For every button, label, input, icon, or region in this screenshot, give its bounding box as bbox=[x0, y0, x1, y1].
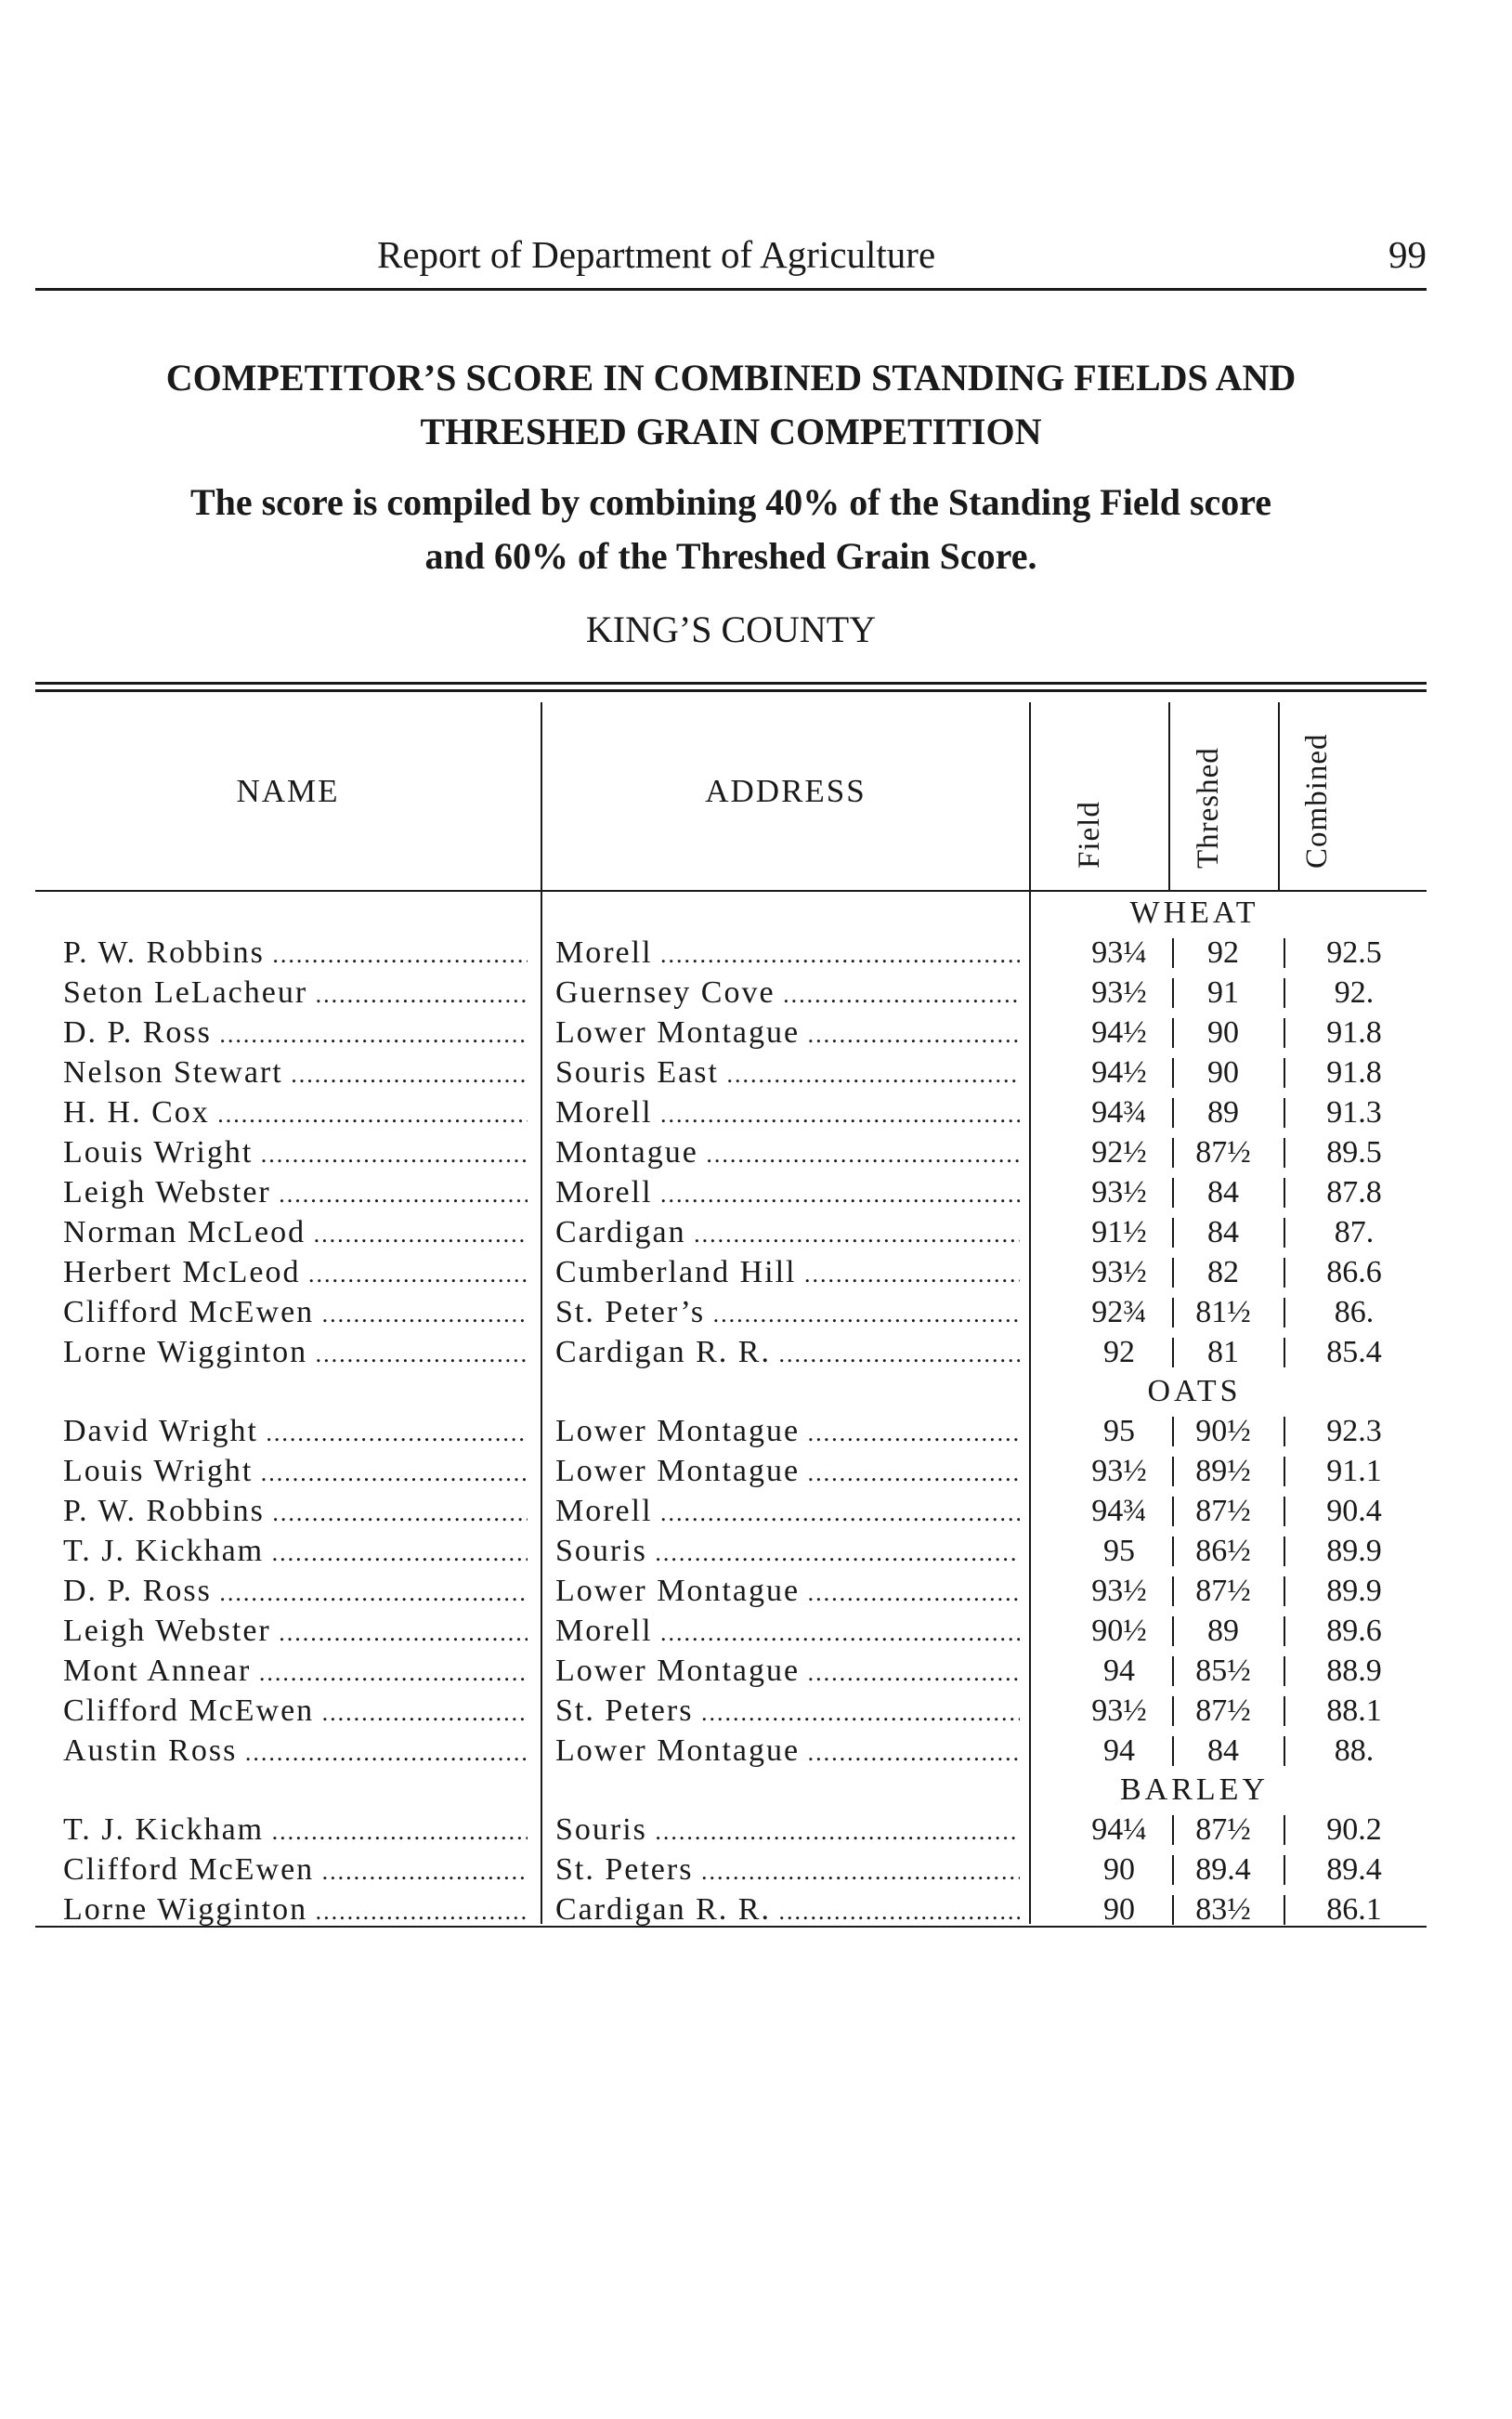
competitor-address: Montague ..... bbox=[555, 1132, 1020, 1174]
field-score: 93½ bbox=[1091, 1175, 1147, 1210]
competitor-address: Guernsey Cove ..... bbox=[555, 973, 1020, 1014]
cell-divider bbox=[1172, 1338, 1174, 1367]
combined-score: 91.8 bbox=[1326, 1015, 1382, 1050]
county-heading: KING’S COUNTY bbox=[585, 608, 877, 650]
cell-divider bbox=[1172, 1895, 1174, 1925]
competitor-name: Clifford McEwen ..... bbox=[63, 1850, 528, 1891]
field-score: 93½ bbox=[1091, 1255, 1147, 1289]
combined-score: 91.3 bbox=[1326, 1095, 1382, 1130]
report-subtitle-line-2: and 60% of the Threshed Grain Score. bbox=[424, 535, 1037, 577]
combined-score: 86.1 bbox=[1326, 1892, 1382, 1927]
competitor-name: Clifford McEwen ..... bbox=[63, 1691, 528, 1733]
competitor-name: D. P. Ross ..... bbox=[63, 1013, 528, 1054]
threshed-score: 89 bbox=[1207, 1095, 1239, 1130]
table-row bbox=[0, 1092, 1512, 1132]
cell-divider bbox=[1172, 1696, 1174, 1726]
cell-divider bbox=[1172, 1218, 1174, 1248]
field-score: 90½ bbox=[1091, 1614, 1147, 1648]
competitor-name: T. J. Kickham ..... bbox=[63, 1810, 528, 1851]
threshed-score: 82 bbox=[1207, 1255, 1239, 1289]
cell-divider bbox=[1284, 978, 1285, 1008]
threshed-score: 87½ bbox=[1195, 1135, 1251, 1170]
field-score: 94¾ bbox=[1091, 1494, 1147, 1528]
cell-divider bbox=[1284, 1138, 1285, 1168]
field-score: 90 bbox=[1103, 1852, 1135, 1887]
combined-score: 92. bbox=[1334, 975, 1375, 1010]
page-number: 99 bbox=[1388, 233, 1427, 276]
table-row bbox=[0, 1491, 1512, 1531]
table-row bbox=[0, 1411, 1512, 1451]
competitor-address: Morell ..... bbox=[555, 1611, 1020, 1653]
competitor-name: Mont Annear ..... bbox=[63, 1651, 528, 1693]
report-subtitle-line-1: The score is compiled by combining 40% of the Standing Field score bbox=[189, 481, 1272, 523]
report-subtitle bbox=[35, 476, 1427, 583]
column-header-threshed: Threshed bbox=[1192, 747, 1225, 869]
competitor-address: Cardigan R. R. ..... bbox=[555, 1889, 1020, 1931]
field-score: 93½ bbox=[1091, 1693, 1147, 1728]
field-score: 92½ bbox=[1091, 1135, 1147, 1170]
cell-divider bbox=[1172, 1855, 1174, 1885]
cell-divider bbox=[1172, 978, 1174, 1008]
field-score: 94 bbox=[1103, 1733, 1135, 1768]
cell-divider bbox=[1284, 1178, 1285, 1208]
table-top-rule bbox=[35, 682, 1427, 692]
threshed-score: 81½ bbox=[1195, 1295, 1251, 1329]
cell-divider bbox=[1172, 1497, 1174, 1526]
cell-divider bbox=[1172, 1656, 1174, 1686]
table-row bbox=[0, 973, 1512, 1013]
competitor-name: Louis Wright ..... bbox=[63, 1451, 528, 1493]
combined-score: 92.5 bbox=[1326, 935, 1382, 970]
column-divider-field bbox=[1168, 702, 1170, 890]
cell-divider bbox=[1172, 1815, 1174, 1845]
column-header-field: Field bbox=[1073, 801, 1106, 869]
table-row bbox=[0, 1850, 1512, 1889]
combined-score: 89.5 bbox=[1326, 1135, 1382, 1170]
cell-divider bbox=[1284, 1536, 1285, 1566]
table-bottom-rule bbox=[35, 1926, 1427, 1928]
table-row bbox=[0, 1889, 1512, 1929]
table-row bbox=[0, 1212, 1512, 1252]
competitor-name: Nelson Stewart ..... bbox=[63, 1053, 528, 1094]
threshed-score: 90 bbox=[1207, 1015, 1239, 1050]
section-label-wheat: WHEAT bbox=[1129, 896, 1259, 930]
cell-divider bbox=[1284, 1417, 1285, 1446]
table-row bbox=[0, 1691, 1512, 1731]
combined-score: 87.8 bbox=[1326, 1175, 1382, 1210]
field-score: 93¼ bbox=[1091, 935, 1147, 970]
column-header-name: NAME bbox=[236, 773, 340, 809]
combined-score: 90.4 bbox=[1326, 1494, 1382, 1528]
table-row bbox=[0, 1053, 1512, 1092]
field-score: 93½ bbox=[1091, 1454, 1147, 1488]
competitor-name: Clifford McEwen ..... bbox=[63, 1292, 528, 1334]
table-header-rule bbox=[35, 890, 1427, 892]
combined-score: 88. bbox=[1334, 1733, 1375, 1768]
cell-divider bbox=[1284, 1616, 1285, 1646]
table-row bbox=[0, 933, 1512, 973]
competitor-address: St. Peter’s ..... bbox=[555, 1292, 1020, 1334]
competitor-name: Austin Ross ..... bbox=[63, 1731, 528, 1772]
competitor-name: Leigh Webster ..... bbox=[63, 1172, 528, 1214]
cell-divider bbox=[1172, 1298, 1174, 1327]
competitor-address: St. Peters ..... bbox=[555, 1691, 1020, 1733]
combined-score: 88.9 bbox=[1326, 1654, 1382, 1688]
field-score: 93½ bbox=[1091, 975, 1147, 1010]
table-row bbox=[0, 1013, 1512, 1053]
combined-score: 89.6 bbox=[1326, 1614, 1382, 1648]
cell-divider bbox=[1284, 1457, 1285, 1486]
combined-score: 86. bbox=[1334, 1295, 1375, 1329]
competitor-name: H. H. Cox ..... bbox=[63, 1092, 528, 1134]
cell-divider bbox=[1284, 1058, 1285, 1088]
report-title bbox=[35, 351, 1427, 459]
threshed-score: 90½ bbox=[1195, 1414, 1251, 1448]
cell-divider bbox=[1172, 1457, 1174, 1486]
field-score: 95 bbox=[1103, 1534, 1135, 1568]
threshed-score: 87½ bbox=[1195, 1574, 1251, 1608]
table-row bbox=[0, 1252, 1512, 1292]
column-header-combined: Combined bbox=[1300, 733, 1334, 869]
combined-score: 89.9 bbox=[1326, 1534, 1382, 1568]
competitor-address: Cardigan R. R. ..... bbox=[555, 1332, 1020, 1374]
competitor-name: David Wright ..... bbox=[63, 1411, 528, 1453]
cell-divider bbox=[1284, 1895, 1285, 1925]
threshed-score: 89½ bbox=[1195, 1454, 1251, 1488]
cell-divider bbox=[1172, 1138, 1174, 1168]
threshed-score: 81 bbox=[1207, 1335, 1239, 1369]
combined-score: 86.6 bbox=[1326, 1255, 1382, 1289]
competitor-address: Lower Montague ..... bbox=[555, 1731, 1020, 1772]
cell-divider bbox=[1172, 1576, 1174, 1606]
field-score: 94½ bbox=[1091, 1055, 1147, 1090]
combined-score: 91.8 bbox=[1326, 1055, 1382, 1090]
threshed-score: 89 bbox=[1207, 1614, 1239, 1648]
competitor-address: Lower Montague ..... bbox=[555, 1013, 1020, 1054]
section-label-barley: BARLEY bbox=[1120, 1772, 1269, 1807]
table-row bbox=[0, 1172, 1512, 1212]
cell-divider bbox=[1172, 1178, 1174, 1208]
competitor-name: Seton LeLacheur ..... bbox=[63, 973, 528, 1014]
cell-divider bbox=[1172, 1536, 1174, 1566]
threshed-score: 87½ bbox=[1195, 1494, 1251, 1528]
competitor-address: Morell ..... bbox=[555, 933, 1020, 974]
competitor-name: Lorne Wigginton ..... bbox=[63, 1332, 528, 1374]
cell-divider bbox=[1284, 1656, 1285, 1686]
column-divider-threshed bbox=[1278, 702, 1280, 890]
field-score: 94¾ bbox=[1091, 1095, 1147, 1130]
threshed-score: 92 bbox=[1207, 935, 1239, 970]
field-score: 92 bbox=[1103, 1335, 1135, 1369]
cell-divider bbox=[1284, 1338, 1285, 1367]
cell-divider bbox=[1284, 938, 1285, 968]
combined-score: 85.4 bbox=[1326, 1335, 1382, 1369]
competitor-address: Souris East ..... bbox=[555, 1053, 1020, 1094]
combined-score: 92.3 bbox=[1326, 1414, 1382, 1448]
competitor-address: Cardigan ..... bbox=[555, 1212, 1020, 1254]
field-score: 94½ bbox=[1091, 1015, 1147, 1050]
field-score: 92¾ bbox=[1091, 1295, 1147, 1329]
cell-divider bbox=[1284, 1018, 1285, 1048]
threshed-score: 87½ bbox=[1195, 1693, 1251, 1728]
cell-divider bbox=[1284, 1218, 1285, 1248]
competitor-address: Lower Montague ..... bbox=[555, 1651, 1020, 1693]
competitor-name: P. W. Robbins ..... bbox=[63, 1491, 528, 1533]
competitor-name: Herbert McLeod ..... bbox=[63, 1252, 528, 1294]
competitor-name: Louis Wright ..... bbox=[63, 1132, 528, 1174]
field-score: 91½ bbox=[1091, 1215, 1147, 1249]
table-row bbox=[0, 1292, 1512, 1332]
field-score: 95 bbox=[1103, 1414, 1135, 1448]
combined-score: 91.1 bbox=[1326, 1454, 1382, 1488]
cell-divider bbox=[1172, 1098, 1174, 1128]
table-row bbox=[0, 1531, 1512, 1571]
threshed-score: 90 bbox=[1207, 1055, 1239, 1090]
competitor-name: Norman McLeod ..... bbox=[63, 1212, 528, 1254]
table-row bbox=[0, 1451, 1512, 1491]
cell-divider bbox=[1284, 1576, 1285, 1606]
cell-divider bbox=[1172, 1736, 1174, 1766]
table-row bbox=[0, 1132, 1512, 1172]
threshed-score: 85½ bbox=[1195, 1654, 1251, 1688]
cell-divider bbox=[1284, 1736, 1285, 1766]
cell-divider bbox=[1284, 1855, 1285, 1885]
cell-divider bbox=[1284, 1098, 1285, 1128]
threshed-score: 87½ bbox=[1195, 1812, 1251, 1847]
competitor-address: Cumberland Hill ..... bbox=[555, 1252, 1020, 1294]
competitor-address: Lower Montague ..... bbox=[555, 1571, 1020, 1613]
threshed-score: 84 bbox=[1207, 1175, 1239, 1210]
column-header-address: ADDRESS bbox=[705, 773, 867, 809]
section-label-oats: OATS bbox=[1147, 1374, 1242, 1408]
table-row bbox=[0, 1731, 1512, 1771]
threshed-score: 89.4 bbox=[1195, 1852, 1251, 1887]
cell-divider bbox=[1284, 1298, 1285, 1327]
cell-divider bbox=[1172, 1417, 1174, 1446]
combined-score: 89.4 bbox=[1326, 1852, 1382, 1887]
competitor-name: D. P. Ross ..... bbox=[63, 1571, 528, 1613]
cell-divider bbox=[1284, 1258, 1285, 1288]
competitor-address: Lower Montague ..... bbox=[555, 1411, 1020, 1453]
running-title: Report of Department of Agriculture bbox=[377, 233, 936, 276]
competitor-address: Souris ..... bbox=[555, 1531, 1020, 1573]
field-score: 93½ bbox=[1091, 1574, 1147, 1608]
table-row bbox=[0, 1651, 1512, 1691]
competitor-name: P. W. Robbins ..... bbox=[63, 933, 528, 974]
table-row bbox=[0, 1810, 1512, 1850]
cell-divider bbox=[1284, 1696, 1285, 1726]
table-row bbox=[0, 1571, 1512, 1611]
competitor-name: Leigh Webster ..... bbox=[63, 1611, 528, 1653]
competitor-address: Lower Montague ..... bbox=[555, 1451, 1020, 1493]
competitor-address: Morell ..... bbox=[555, 1172, 1020, 1214]
competitor-address: St. Peters ..... bbox=[555, 1850, 1020, 1891]
field-score: 94¼ bbox=[1091, 1812, 1147, 1847]
combined-score: 87. bbox=[1334, 1215, 1375, 1249]
field-score: 90 bbox=[1103, 1892, 1135, 1927]
cell-divider bbox=[1172, 1258, 1174, 1288]
combined-score: 89.9 bbox=[1326, 1574, 1382, 1608]
table-row bbox=[0, 1611, 1512, 1651]
report-title-line-1: COMPETITOR’S SCORE IN COMBINED STANDING FIELDS AND bbox=[165, 357, 1297, 399]
combined-score: 88.1 bbox=[1326, 1693, 1382, 1728]
report-title-line-2: THRESHED GRAIN COMPETITION bbox=[420, 411, 1042, 452]
cell-divider bbox=[1172, 1058, 1174, 1088]
cell-divider bbox=[1172, 1616, 1174, 1646]
running-head bbox=[35, 221, 1427, 291]
cell-divider bbox=[1172, 1018, 1174, 1048]
threshed-score: 86½ bbox=[1195, 1534, 1251, 1568]
threshed-score: 84 bbox=[1207, 1733, 1239, 1768]
cell-divider bbox=[1172, 938, 1174, 968]
threshed-score: 84 bbox=[1207, 1215, 1239, 1249]
cell-divider bbox=[1284, 1815, 1285, 1845]
competitor-name: T. J. Kickham ..... bbox=[63, 1531, 528, 1573]
table-row bbox=[0, 1332, 1512, 1372]
competitor-address: Souris ..... bbox=[555, 1810, 1020, 1851]
competitor-name: Lorne Wigginton ..... bbox=[63, 1889, 528, 1931]
competitor-address: Morell ..... bbox=[555, 1491, 1020, 1533]
threshed-score: 91 bbox=[1207, 975, 1239, 1010]
competitor-address: Morell ..... bbox=[555, 1092, 1020, 1134]
combined-score: 90.2 bbox=[1326, 1812, 1382, 1847]
threshed-score: 83½ bbox=[1195, 1892, 1251, 1927]
field-score: 94 bbox=[1103, 1654, 1135, 1688]
cell-divider bbox=[1284, 1497, 1285, 1526]
